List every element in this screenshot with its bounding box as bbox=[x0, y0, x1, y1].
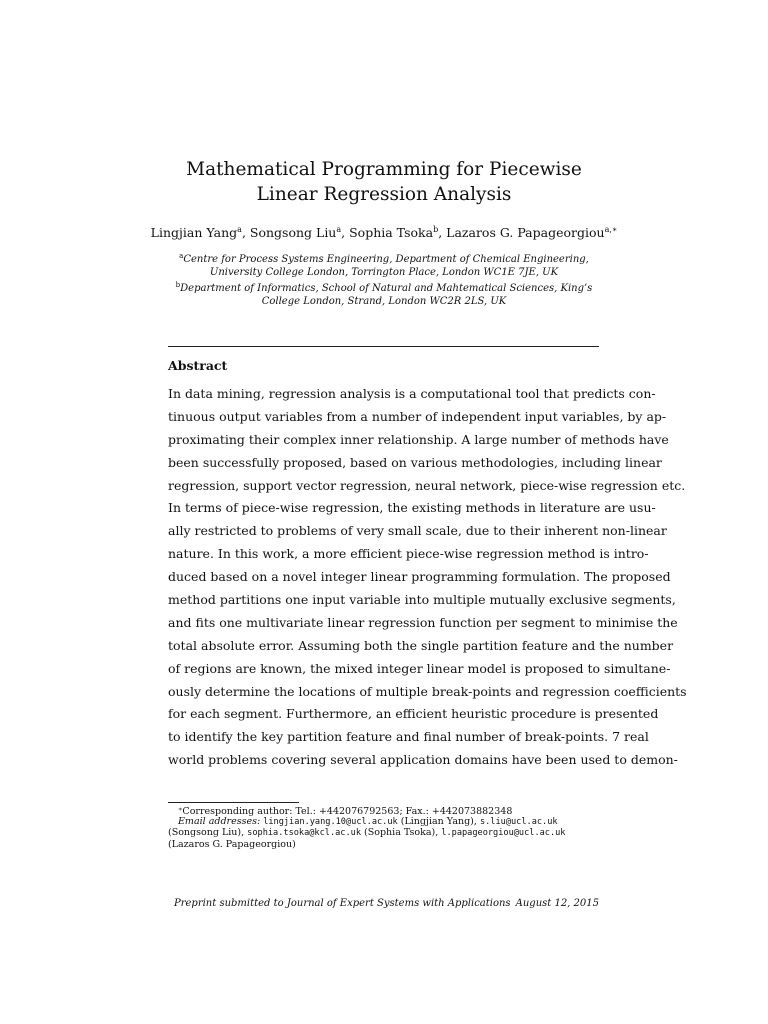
email-address[interactable]: sophia.tsoka@kcl.ac.uk bbox=[247, 828, 361, 838]
footnote-corresponding bbox=[168, 804, 599, 816]
affiliation-text: Department of Informatics, School of Natural and Mahtematical Sciences, King’s College London, Strand, London WC2R 2LS, UK bbox=[180, 283, 593, 307]
affiliation-mark: a bbox=[179, 252, 184, 260]
email-owner: (Sophia Tsoka), bbox=[364, 827, 439, 838]
author-name: Lingjian Yang bbox=[150, 225, 238, 240]
abstract-line: regression, support vector regression, neural network, piece-wise regression etc. bbox=[168, 477, 686, 493]
author-affiliation-mark: a bbox=[336, 225, 342, 234]
footnote bbox=[168, 804, 599, 850]
affiliation-mark: b bbox=[175, 281, 181, 289]
preprint-date: August 12, 2015 bbox=[515, 898, 599, 909]
abstract-body bbox=[168, 383, 687, 772]
author-list bbox=[100, 222, 668, 241]
affiliation-text: Centre for Process Systems Engineering, Department of Chemical Engineering, University College London, Torrington Place, London WC1E 7JE, UK bbox=[183, 254, 589, 278]
abstract-line: been successfully proposed, based on various methodologies, including linear bbox=[168, 454, 662, 470]
abstract-line: nature. In this work, a more efficient piece-wise regression method is intro- bbox=[168, 546, 649, 562]
abstract-line: to identify the key partition feature and final number of break-points. 7 real bbox=[168, 729, 649, 745]
email-owner: (Songsong Liu), bbox=[168, 827, 245, 838]
author-affiliation-mark: a bbox=[237, 225, 242, 234]
abstract-line: and fits one multivariate linear regression function per segment to minimise the bbox=[168, 614, 678, 630]
affiliation bbox=[166, 279, 602, 308]
abstract-top-rule bbox=[168, 346, 599, 347]
abstract-line: total absolute error. Assuming both the single partition feature and the number bbox=[168, 637, 674, 653]
email-owner: (Lingjian Yang), bbox=[400, 815, 477, 827]
abstract-line: method partitions one input variable into multiple mutually exclusive segments, bbox=[168, 592, 676, 608]
abstract-line: proximating their complex inner relationship. A large number of methods have bbox=[168, 431, 669, 447]
author-name: Sophia Tsoka bbox=[349, 225, 434, 240]
abstract-line: ously determine the locations of multiple break-points and regression coefficients bbox=[168, 683, 687, 699]
abstract-line: In terms of piece-wise regression, the existing methods in literature are usu- bbox=[168, 500, 656, 516]
affiliations bbox=[166, 250, 602, 308]
abstract-line: ally restricted to problems of very small scale, due to their inherent non-linear bbox=[168, 523, 667, 539]
abstract-line: world problems covering several application domains have been used to demon- bbox=[168, 752, 678, 768]
footnote-rule bbox=[168, 802, 299, 803]
footnote-mark: ∗ bbox=[178, 805, 183, 813]
email-address[interactable]: lingjian.yang.10@ucl.ac.uk bbox=[263, 816, 398, 827]
author-separator: , bbox=[241, 225, 250, 240]
preprint-note: Preprint submitted to Journal of Expert Systems with Applications bbox=[174, 898, 511, 909]
abstract-line: for each segment. Furthermore, an efficient heuristic procedure is presented bbox=[168, 706, 659, 722]
abstract-line: duced based on a novel integer linear programming formulation. The proposed bbox=[168, 569, 671, 585]
author-affiliation-mark: a,∗ bbox=[604, 225, 618, 234]
email-owner: (Lazaros G. Papageorgiou) bbox=[168, 838, 296, 850]
footnote-emails-line-3 bbox=[168, 839, 599, 851]
footnote-emails-line-2 bbox=[168, 827, 599, 839]
affiliation bbox=[166, 250, 602, 279]
abstract-line: In data mining, regression analysis is a computational tool that predicts con- bbox=[168, 386, 656, 401]
author-separator: , bbox=[341, 225, 350, 240]
author-affiliation-mark: b bbox=[433, 225, 439, 234]
abstract-line: of regions are known, the mixed integer linear model is proposed to simultane- bbox=[168, 660, 671, 676]
email-address[interactable]: s.liu@ucl.ac.uk bbox=[479, 816, 558, 827]
author-name: Songsong Liu bbox=[249, 225, 337, 240]
author-name: Lazaros G. Papageorgiou bbox=[446, 225, 605, 240]
email-address[interactable]: l.papageorgiou@ucl.ac.uk bbox=[441, 828, 566, 838]
abstract-line: tinuous output variables from a number of independent input variables, by ap- bbox=[168, 408, 667, 424]
author-separator: , bbox=[438, 225, 447, 240]
paper-title: Mathematical Programming for Piecewise Linear Regression Analysis bbox=[186, 159, 582, 205]
corresponding-author-text: Corresponding author: Tel.: +442076792563; Fax.: +442073882348 bbox=[182, 806, 513, 817]
email-label: Email addresses: bbox=[178, 815, 261, 827]
abstract-heading: Abstract bbox=[168, 358, 228, 373]
footnote-emails-line-1 bbox=[168, 816, 599, 828]
